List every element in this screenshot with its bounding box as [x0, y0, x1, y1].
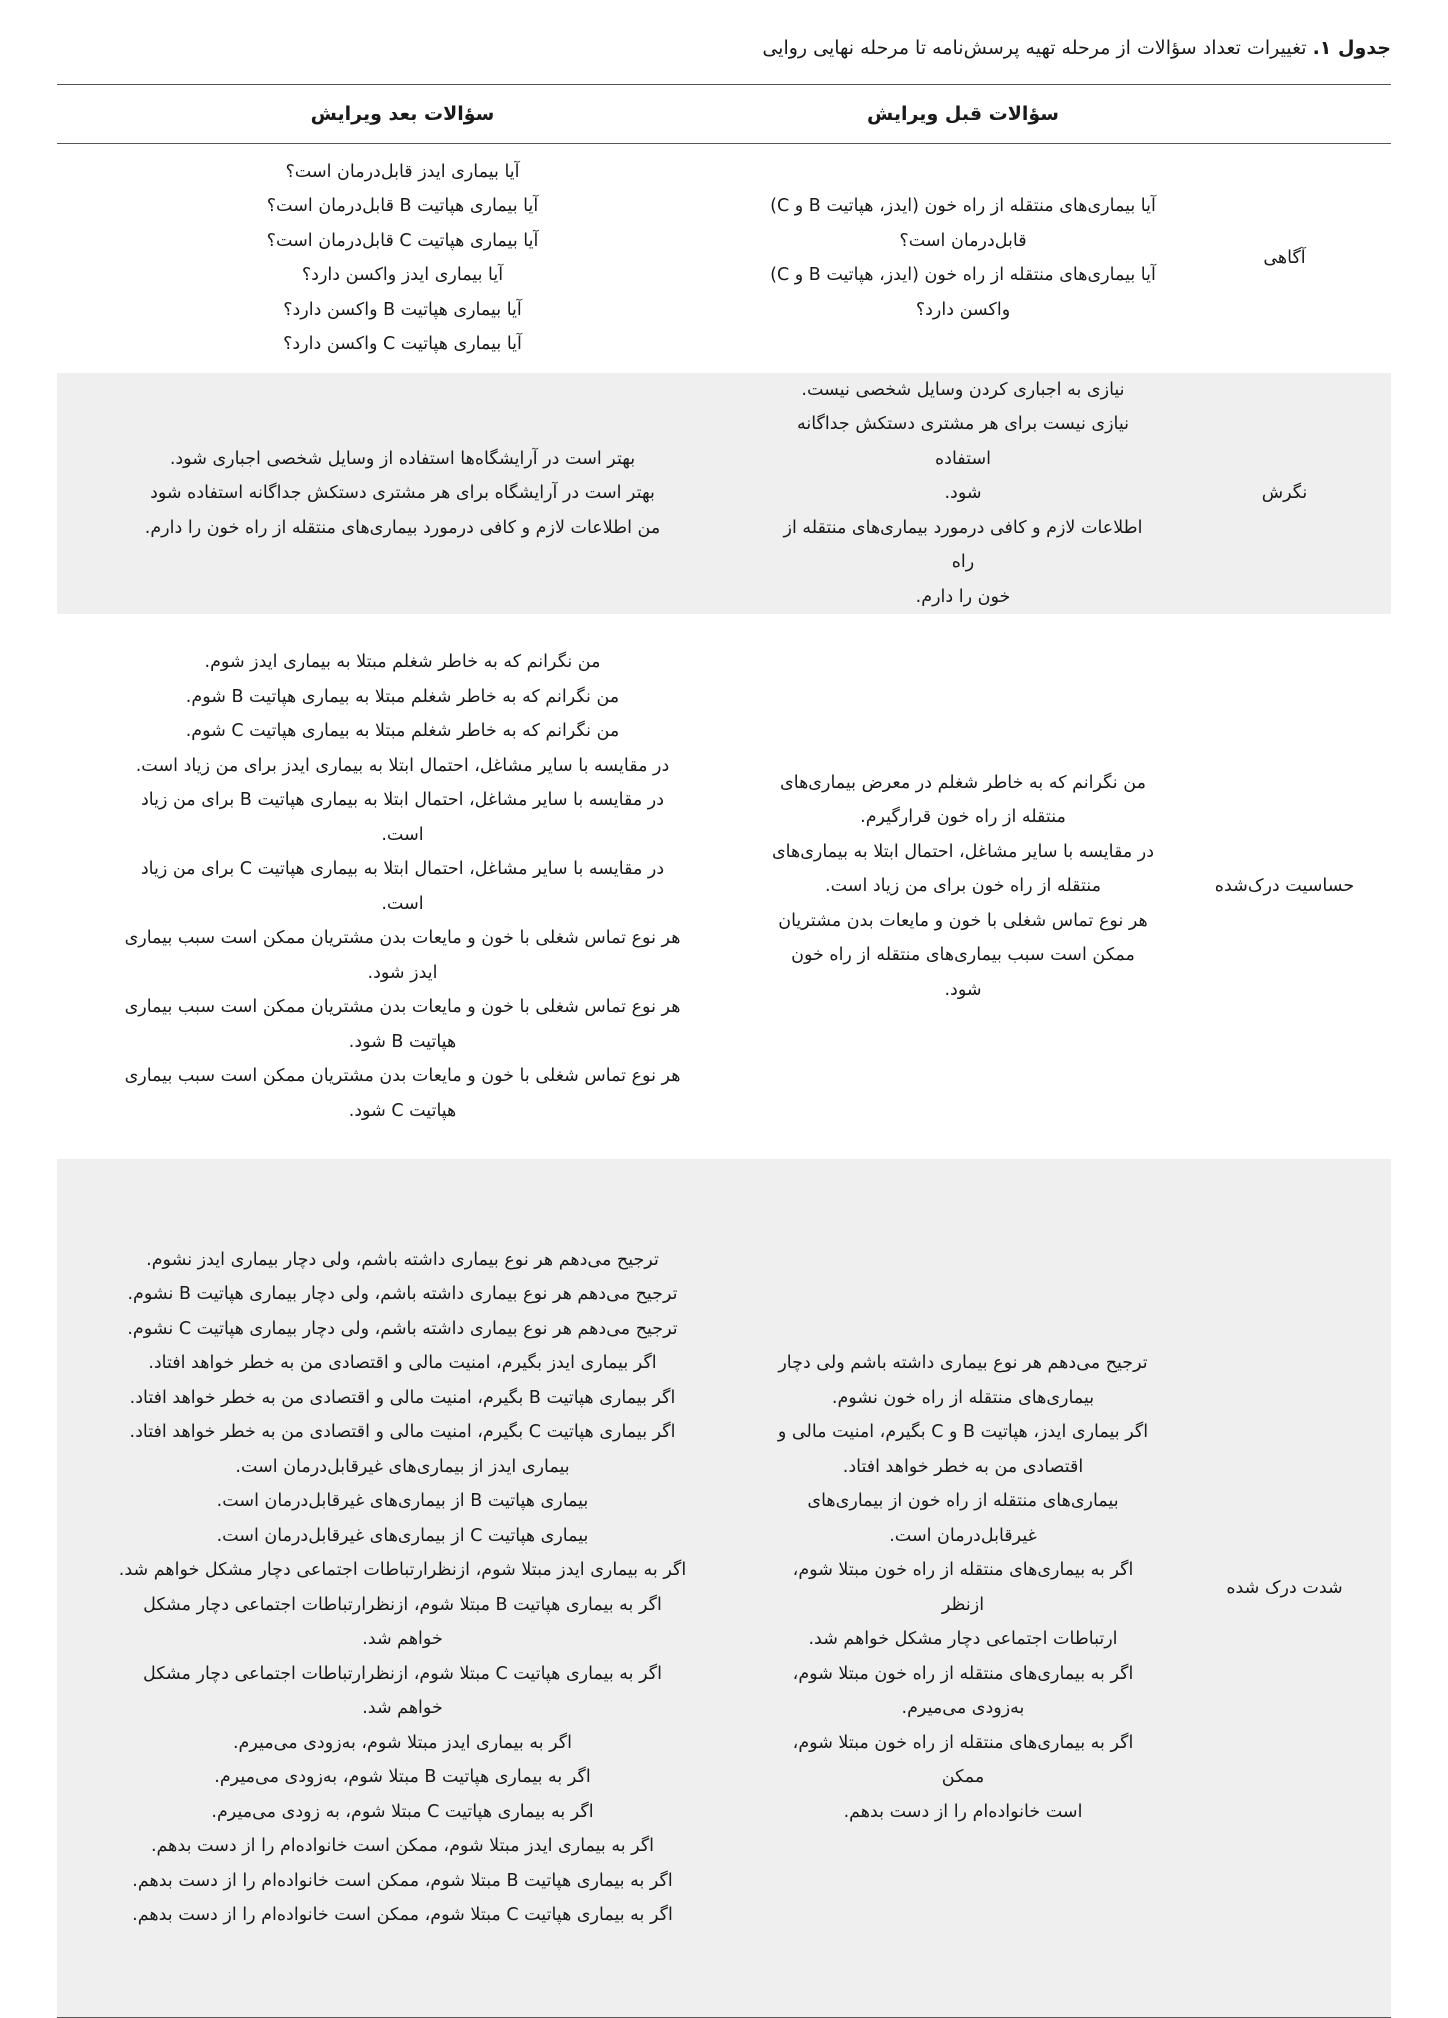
question-line: ترجیح می‌دهم هر نوع بیماری داشته باشم، ولی دچار بیماری هپاتیت C نشوم.	[127, 1318, 678, 1339]
question-line: بهتر است در آرایشگاه برای هر مشتری دستکش جداگانه استفاده شود	[150, 483, 655, 503]
question-line: ترجیح می‌دهم هر نوع بیماری داشته باشم، ولی دچار بیماری ایدز نشوم.	[146, 1249, 659, 1270]
table-row	[57, 1159, 1391, 2017]
before-cell	[748, 614, 1178, 1159]
question-line: اگر به بیماری‌های منتقله از راه خون مبتلا شوم،	[792, 1663, 1134, 1684]
question-line: ایدز شود.	[367, 962, 438, 983]
question-line: اگر بیماری هپاتیت C بگیرم، امنیت مالی و اقتصادی من به خطر خواهد افتاد.	[129, 1422, 676, 1443]
table-caption-label: جدول ۱.	[1312, 37, 1391, 59]
question-line: ممکن است سبب بیماری‌های منتقله از راه خون شود.	[791, 945, 1135, 1000]
question-line: به‌زودی می‌میرم.	[901, 1698, 1025, 1719]
question-line: اگر بیماری ایدز، هپاتیت B و C بگیرم، امنیت مالی و	[777, 1422, 1149, 1443]
question-line: نیازی نیست برای هر مشتری دستکش جداگانه استفاده	[796, 414, 1130, 469]
question-line: من نگرانم که به خاطر شغلم مبتلا به بیماری هپاتیت B شوم.	[185, 686, 620, 707]
question-line: اگر به بیماری هپاتیت B مبتلا شوم، ازنظرارتباطات اجتماعی دچار مشکل	[143, 1594, 662, 1615]
header-after: سؤالات بعد ویرایش	[57, 85, 748, 144]
question-line: آیا بیماری هپاتیت C قابل‌درمان است؟	[266, 230, 539, 251]
question-line: آیا بیماری‌های منتقله از راه خون (ایدز، هپاتیت B و C)	[770, 265, 1156, 286]
table-row	[57, 373, 1391, 615]
question-line: هپاتیت B شود.	[348, 1031, 457, 1052]
question-line: منتقله از راه خون قرارگیرم.	[860, 807, 1066, 828]
question-line: اگر به بیماری ایدز مبتلا شوم، ازنظرارتباطات اجتماعی دچار مشکل خواهم شد.	[118, 1560, 687, 1581]
question-line: اقتصادی من به خطر خواهد افتاد.	[842, 1456, 1084, 1477]
question-line: قابل‌درمان است؟	[899, 230, 1027, 251]
question-line: آیا بیماری هپاتیت B واکسن دارد؟	[283, 299, 522, 320]
question-line: خواهم شد.	[362, 1629, 443, 1650]
before-cell	[748, 1159, 1178, 2017]
question-line: بیماری ایدز از بیماری‌های غیرقابل‌درمان است.	[235, 1456, 570, 1477]
table-header	[57, 85, 1391, 144]
question-line: بیماری هپاتیت C از بیماری‌های غیرقابل‌درمان است.	[216, 1525, 589, 1546]
question-line: در مقایسه با سایر مشاغل، احتمال ابتلا به بیماری‌های	[771, 841, 1155, 862]
question-line: اگر به بیماری ایدز مبتلا شوم، ممکن است خانواده‌ام را از دست بدهم.	[150, 1836, 655, 1857]
question-line: در مقایسه با سایر مشاغل، احتمال ابتلا به بیماری هپاتیت C برای من زیاد	[140, 859, 665, 879]
question-line: شود.	[944, 483, 982, 503]
header-before: سؤالات قبل ویرایش	[748, 85, 1178, 144]
dimension-cell: نگرش	[1178, 373, 1391, 615]
question-line: بهتر است در آرایشگاه‌ها استفاده از وسایل شخصی اجباری شود.	[169, 448, 636, 469]
before-cell	[748, 144, 1178, 373]
question-line: منتقله از راه خون برای من زیاد است.	[825, 876, 1101, 897]
after-cell	[57, 373, 748, 615]
after-cell	[57, 144, 748, 373]
question-line: اگر به بیماری‌های منتقله از راه خون مبتلا شوم، ممکن	[792, 1732, 1134, 1788]
question-line: اگر به بیماری هپاتیت B مبتلا شوم، به‌زودی می‌میرم.	[214, 1767, 591, 1788]
table-row	[57, 144, 1391, 373]
question-line: واکسن دارد؟	[915, 299, 1011, 320]
dimension-cell: شدت درک شده	[1178, 1159, 1391, 2017]
question-line: من نگرانم که به خاطر شغلم در معرض بیماری‌های	[780, 772, 1146, 793]
question-line: آیا بیماری هپاتیت C واکسن دارد؟	[283, 334, 522, 355]
question-line: اگر به بیماری‌های منتقله از راه خون مبتلا شوم، ازنظر	[792, 1560, 1134, 1615]
dimension-cell: آگاهی	[1263, 248, 1306, 268]
question-line: اگر به بیماری هپاتیت B مبتلا شوم، ممکن است خانواده‌ام را از دست بدهم.	[132, 1870, 673, 1891]
table-row	[57, 614, 1391, 1159]
question-line: اگر به بیماری ایدز مبتلا شوم، به‌زودی می‌میرم.	[232, 1732, 573, 1753]
question-line: در مقایسه با سایر مشاغل، احتمال ابتلا به بیماری هپاتیت B برای من زیاد	[140, 790, 665, 810]
question-line: است خانواده‌ام را از دست بدهم.	[843, 1801, 1083, 1822]
question-line: آیا بیماری ایدز قابل‌درمان است؟	[285, 161, 520, 182]
question-line: بیماری‌های منتقله از راه خون از بیماری‌های	[807, 1491, 1119, 1512]
table-caption	[57, 34, 1391, 62]
question-line: آیا بیماری ایدز واکسن دارد؟	[301, 265, 504, 286]
question-line: ارتباطات اجتماعی دچار مشکل خواهم شد.	[808, 1629, 1118, 1650]
question-line: اگر بیماری ایدز بگیرم، امنیت مالی و اقتصادی من به خطر خواهد افتاد.	[148, 1353, 657, 1374]
dimension-cell: حساسیت درک‌شده	[1214, 876, 1355, 897]
question-line: هپاتیت C شود.	[348, 1100, 457, 1121]
question-line: غیرقابل‌درمان است.	[889, 1525, 1037, 1546]
questions-table	[57, 84, 1391, 2018]
question-line: من نگرانم که به خاطر شغلم مبتلا به بیماری هپاتیت C شوم.	[185, 721, 620, 741]
question-line: خواهم شد.	[362, 1698, 443, 1719]
question-line: هر نوع تماس شغلی با خون و مایعات بدن مشتریان	[778, 910, 1148, 931]
before-cell	[748, 373, 1178, 615]
table-caption-text: تغییرات تعداد سؤالات از مرحله تهیه پرسش‌نامه تا مرحله نهایی روایی	[762, 37, 1313, 59]
question-line: است.	[381, 824, 424, 845]
question-line: هر نوع تماس شغلی با خون و مایعات بدن مشتریان ممکن است سبب بیماری	[124, 928, 681, 948]
question-line: ترجیح می‌دهم هر نوع بیماری داشته باشم ولی دچار	[778, 1353, 1148, 1374]
question-line: من نگرانم که به خاطر شغلم مبتلا به بیماری ایدز شوم.	[204, 652, 601, 672]
question-line: اطلاعات لازم و کافی درمورد بیماری‌های منتقله از راه	[783, 517, 1143, 572]
question-line: بیماری هپاتیت B از بیماری‌های غیرقابل‌درمان است.	[216, 1491, 589, 1512]
question-line: در مقایسه با سایر مشاغل، احتمال ابتلا به بیماری ایدز برای من زیاد است.	[135, 755, 670, 776]
question-line: اگر به بیماری هپاتیت C مبتلا شوم، به زودی می‌میرم.	[211, 1801, 594, 1822]
after-cell	[57, 614, 748, 1159]
header-dimension	[1178, 85, 1391, 144]
question-line: نیازی به اجباری کردن وسایل شخصی نیست.	[801, 379, 1125, 400]
table-header-row	[57, 85, 1391, 144]
question-line: آیا بیماری‌های منتقله از راه خون (ایدز، هپاتیت B و C)	[770, 196, 1156, 217]
question-line: هر نوع تماس شغلی با خون و مایعات بدن مشتریان ممکن است سبب بیماری	[124, 1066, 681, 1086]
question-line: من اطلاعات لازم و کافی درمورد بیماری‌های منتقله از راه خون را دارم.	[144, 517, 661, 538]
question-line: خون را دارم.	[915, 586, 1011, 607]
table-body	[57, 144, 1391, 2018]
question-line: اگر به بیماری هپاتیت C مبتلا شوم، ممکن است خانواده‌ام را از دست بدهم.	[132, 1905, 673, 1926]
question-line: آیا بیماری هپاتیت B قابل‌درمان است؟	[266, 196, 539, 217]
question-line: هر نوع تماس شغلی با خون و مایعات بدن مشتریان ممکن است سبب بیماری	[124, 997, 681, 1017]
question-line: اگر به بیماری هپاتیت C مبتلا شوم، ازنظرارتباطات اجتماعی دچار مشکل	[143, 1663, 662, 1684]
question-line: بیماری‌های منتقله از راه خون نشوم.	[831, 1387, 1095, 1408]
after-cell	[57, 1159, 748, 2017]
question-line: است.	[381, 893, 424, 914]
question-line: اگر بیماری هپاتیت B بگیرم، امنیت مالی و اقتصادی من به خطر خواهد افتاد.	[129, 1387, 676, 1408]
question-line: ترجیح می‌دهم هر نوع بیماری داشته باشم، ولی دچار بیماری هپاتیت B نشوم.	[127, 1284, 678, 1305]
